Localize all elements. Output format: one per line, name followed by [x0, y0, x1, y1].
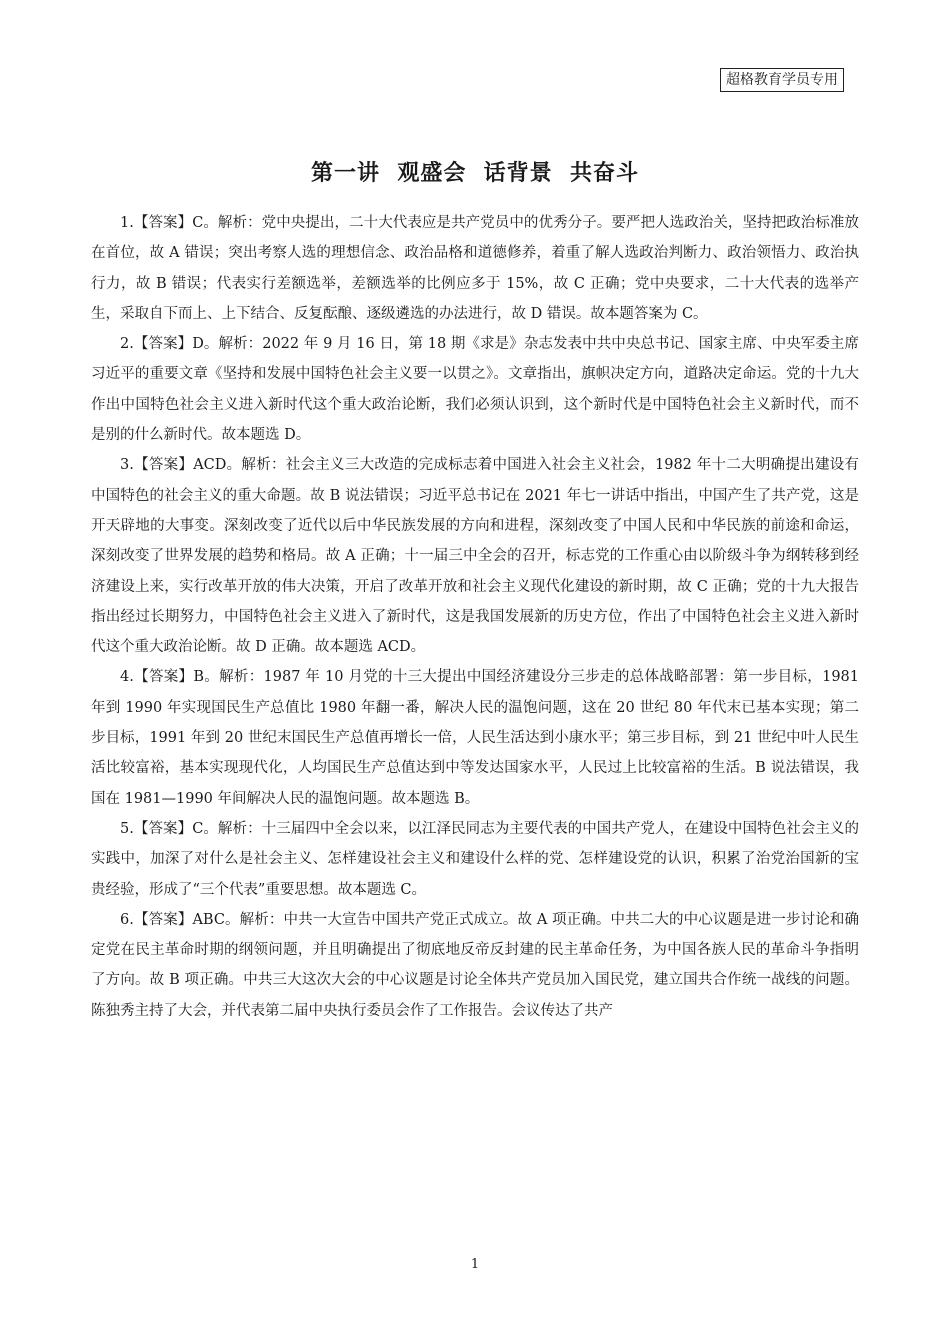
answer-paragraph-6: 6.【答案】ABC。解析：中共一大宣告中国共产党正式成立。故 A 项正确。中共二大的中心议题是进一步讨论和确定党在民主革命时期的纲领问题，并且明确提出了彻底地反帝反封建的民主革命任务，为中国各族人民的革命斗争指明了方向。故 B 项正确。中共三大这次大会的中心议题是讨论全体共产党员加入国民党，建立国共合作统一战线的问题。陈独秀主持了大会，并代表第二届中央执行委员会作了工作报告。会议传达了共产 — [91, 911, 859, 1019]
answer-paragraph-2: 2.【答案】D。解析：2022 年 9 月 16 日，第 18 期《求是》杂志发表中共中央总书记、国家主席、中央军委主席习近平的重要文章《坚持和发展中国特色社会主义要一以贯之》。文章指出，旗帜决定方向，道路决定命运。党的十九大作出中国特色社会主义进入新时代这个重大政治论断，我们必须认识到，这个新时代是中国特色社会主义新时代，而不是别的什么新时代。故本题选 D。 — [91, 336, 859, 444]
answer-paragraph-3: 3.【答案】ACD。解析：社会主义三大改造的完成标志着中国进入社会主义社会，1982 年十二大明确提出建设有中国特色的社会主义的重大命题。故 B 说法错误；习近平总书记在 2021 年七一讲话中指出，中国产生了共产党，这是开天辟地的大事变。深刻改变了近代以后中华民族发展的方向和进程，深刻改变了中国人民和中华民族的前途和命运，深刻改变了世界发展的趋势和格局。故 A 正确；十一届三中全会的召开，标志党的工作重心由以阶级斗争为纲转移到经济建设上来，实行改革开放的伟大决策，开启了改革开放和社会主义现代化建设的新时期，故 C 正确；党的十九大报告指出经过长期努力，中国特色社会主义进入了新时代，这是我国发展新的历史方位，作出了中国特色社会主义进入新时代这个重大政治论断。故 D 正确。故本题选 ACD。 — [91, 457, 859, 656]
answer-paragraph-1: 1.【答案】C。解析：党中央提出，二十大代表应是共产党员中的优秀分子。要严把人选政治关，坚持把政治标准放在首位，故 A 错误；突出考察人选的理想信念、政治品格和道德修养，着重了解人选政治判断力、政治领悟力、政治执行力，故 B 错误；代表实行差额选举，差额选举的比例应多于 15%，故 C 正确；党中央要求，二十大代表的选举产生，采取自下而上、上下结合、反复酝酿、逐级遴选的办法进行，故 D 错误。故本题答案为 C。 — [91, 215, 859, 322]
page-title: 第一讲 观盛会 话背景 共奋斗 — [311, 161, 639, 186]
student-only-badge: 超格教育学员专用 — [720, 68, 844, 92]
page-number: 1 — [470, 1257, 480, 1272]
answer-paragraph-5: 5.【答案】C。解析：十三届四中全会以来，以江泽民同志为主要代表的中国共产党人，在建设中国特色社会主义的实践中，加深了对什么是社会主义、怎样建设社会主义和建设什么样的党、怎样建设党的认识，积累了治党治国新的宝贵经验，形成了“三个代表”重要思想。故本题选 C。 — [91, 820, 859, 898]
answer-content — [91, 208, 859, 1238]
answer-paragraph-4: 4.【答案】B。解析：1987 年 10 月党的十三大提出中国经济建设分三步走的总体战略部署：第一步目标，1981 年到 1990 年实现国民生产总值比 1980 年翻一番，解决人民的温饱问题，这在 20 世纪 80 年代末已基本实现；第二步目标，1991 年到 20 世纪末国民生产总值再增长一倍，人民生活达到小康水平；第三步目标，到 21 世纪中叶人民生活比较富裕，基本实现现代化，人均国民生产总值达到中等发达国家水平，人民过上比较富裕的生活。B 说法错误，我国在 1981—1990 年间解决人民的温饱问题。故本题选 B。 — [91, 669, 859, 807]
